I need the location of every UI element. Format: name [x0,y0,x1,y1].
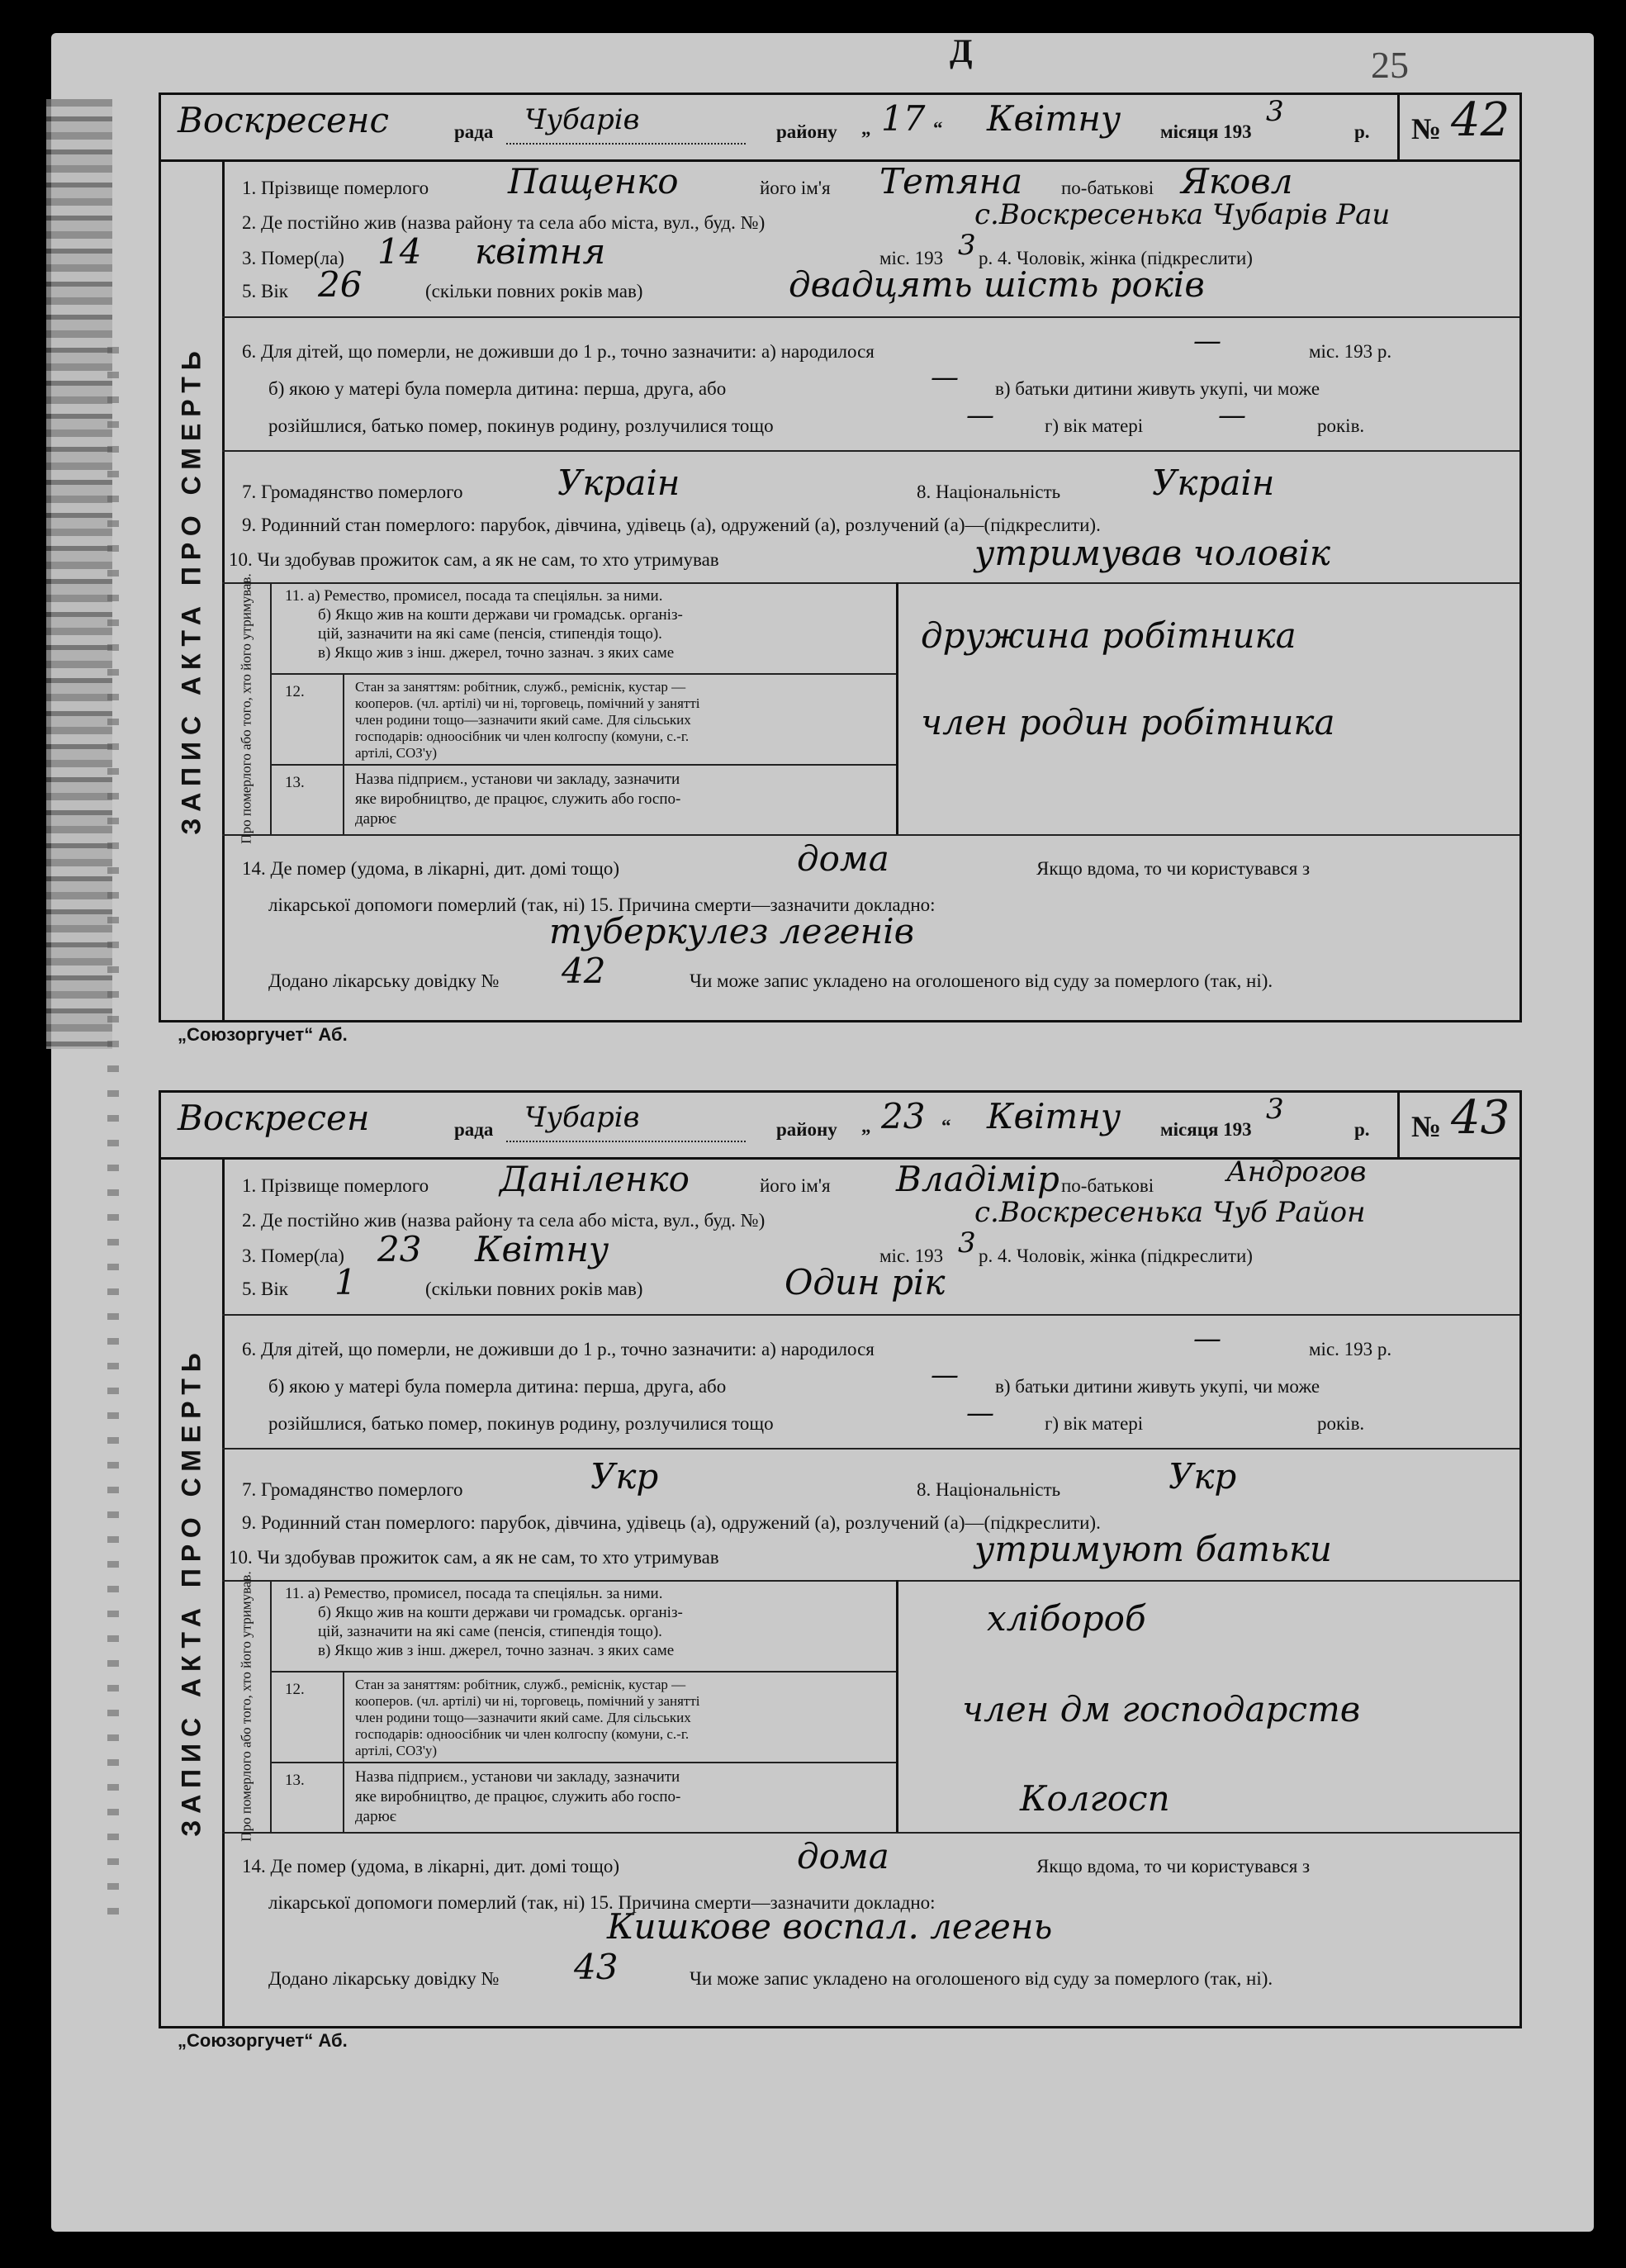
reg-year-digit: 3 [1266,1093,1284,1126]
reg-month: Квітну [987,98,1121,139]
nationality: Укр [1169,1456,1237,1497]
death-day: 23 [377,1229,422,1269]
order-blank: — [931,1359,959,1392]
parents-blank: — [966,399,994,432]
sub-side-label: Про померлого або того, хто його утримував. [238,1570,254,1842]
citizenship: Украін [557,463,680,503]
record-number-box: № 43 [1397,1093,1519,1157]
cause-of-death: Кишкове воспал. легень [607,1906,1053,1947]
first-name: Тетяна [879,161,1023,202]
reg-day: 23 [881,1096,926,1136]
record-number-box: № 42 [1397,95,1519,159]
patronymic: Яковл [1181,161,1293,202]
nationality: Украін [1152,463,1275,503]
employment-status: член дм господарств [962,1689,1361,1729]
age: 1 [334,1262,357,1302]
first-name: Владімір [896,1159,1060,1199]
death-year-digit: 3 [958,229,976,262]
binding-holes [107,347,119,1916]
certificate-number: 43 [574,1947,619,1987]
death-record-42: Воскресенс рада Чубарів району „ 17 “ Квітну місяця 193 3 р. № 42 ЗАПИС АКТА ПРО СМЕРТЬ 1. Прізвище померлого Пащенко його ім'я Тетяна по-батькові Яковл 2. Де постійно жив (назва району та села або міста, вул., буд. №) с.Воскресенька Чубарів Раи 3. Помер(ла) 14 квітня міс. 193 3 р. 4. Чоловік, жінка (підкреслити) 5. Вік 26 (скільки повних років мав) двадцять шість років 6. Для дітей, що померли, не доживши до 1 р., точно зазначити: а) народилося — міс. 193 р. б) якою у матері була померла дитина: перша, друга, або — в) батьки дитини живуть укупі, чи може розійшлися, батько помер, покинув родину, розлучилися тощо — г) вік матері — років. 7. Громадянство померлого Украін 8. Національність Украін 9. Родинний стан померлого: парубок, дівчина, удівець (а), одружений (а), розлучений (а)—(підкреслити). 10. Чи здобував прожиток сам, а як не сам, то хто утримував утримував чоловік Про померлого або того, хто його утримував. 11. а) Ремество, промисел, посада та спеціяльн. за ними. б) Якщо жив на кошти держави чи громадськ. організ- цій, зазначити на які саме (пенсія, стипендія тощо). в) Якщо жив з інш. джерел, точно зазнач. з яких саме 12. Стан за заняттям: робітник, служб., реміснік, кустар — кооперов. (чл. артілі) чи ні, торговець, помічний у занятті член родини тощо—зазначити який саме. Для сільських господарів: одноосібник чи член колгоспу (комуни, с.-г. артілі, СОЗ'у) 13. Назва підприєм., установи чи закладу, зазначити яке виробництво, де працює, служить або госпо- дарює дружина робітника член родин робітника 14. Де помер (удома, в лікарні, дит. домі тощо) дома Якщо вдома, то чи користувався з лікарської допомоги померлий (так, ні) 15. Причина смерти—зазначити докладно: туберкулез легенів Додано лікарську довідку № 42 Чи може запис укладено на оголошеного від суду за померлого (так, ні). [159,93,1522,1022]
death-day: 14 [377,231,422,272]
side-title: ЗАПИС АКТА ПРО СМЕРТЬ [161,159,225,1020]
order-blank: — [931,361,959,394]
cause-of-death: туберкулез легенів [549,911,915,951]
record-header: Воскресенс рада Чубарів району „ 17 “ Квітну місяця 193 3 р. № 42 [161,95,1519,162]
raion-value: Чубарів [524,103,640,136]
death-month: Квітну [475,1229,609,1269]
age-words: двадцять шість років [789,264,1205,305]
footer-2: „Союзоргучет“ Аб. [178,2030,348,2051]
corner-letter: Д [950,32,973,69]
residence: с.Воскресенька Чуб Район [974,1196,1366,1229]
death-place: дома [797,838,889,879]
parents-blank: — [966,1397,994,1430]
surname: Даніленко [500,1159,690,1199]
record-number: 42 [1451,93,1510,147]
reg-year-digit: 3 [1266,95,1284,128]
side-title: ЗАПИС АКТА ПРО СМЕРТЬ [161,1157,225,2026]
patronymic: Андрогов [1226,1155,1367,1189]
mother-age-blank: — [1218,399,1246,432]
record-header: Воскресен рада Чубарів району „ 23 “ Квітну місяця 193 3 р. № 43 [161,1093,1519,1160]
surname: Пащенко [508,161,679,202]
certificate-number: 42 [562,951,606,991]
supporter: утримував чоловік [974,533,1330,573]
rada-value: Воскресенс [178,100,390,140]
death-month: квітня [475,231,606,272]
reg-month: Квітну [987,1096,1121,1136]
footer-1: „Союзоргучет“ Аб. [178,1024,348,1045]
death-record-43: Воскресен рада Чубарів району „ 23 “ Квітну місяця 193 3 р. № 43 ЗАПИС АКТА ПРО СМЕРТЬ 1. Прізвище померлого Даніленко його ім'я Владімір по-батькові Андрогов 2. Де постійно жив (назва району та села або міста, вул., буд. №) с.Воскресенька Чуб Район 3. Помер(ла) 23 Квітну міс. 193 3 р. 4. Чоловік, жінка (підкреслити) 5. Вік 1 (скільки повних років мав) Один рік 6. Для дітей, що померли, не доживши до 1 р., точно зазначити: а) народилося — міс. 193 р. б) якою у матері була померла дитина: перша, друга, або — в) батьки дитини живуть укупі, чи може розійшлися, батько помер, покинув родину, розлучилися тощо — г) вік матері років. 7. Громадянство померлого Укр 8. Національність Укр 9. Родинний стан померлого: парубок, дівчина, удівець (а), одружений (а), розлучений (а)—(підкреслити). 10. Чи здобував прожиток сам, а як не сам, то хто утримував утримуют батьки Про померлого або того, хто його утримував. 11. а) Ремество, промисел, посада та спеціяльн. за ними. б) Якщо жив на кошти держави чи громадськ. організ- цій, зазначити на які саме (пенсія, стипендія тощо). в) Якщо жив з інш. джерел, точно зазнач. з яких саме 12. Стан за заняттям: робітник, служб., реміснік, кустар — кооперов. (чл. артілі) чи ні, торговець, помічний у занятті член родини тощо—зазначити який саме. Для сільських господарів: одноосібник чи член колгоспу (комуни, с.-г. артілі, СОЗ'у) 13. Назва підприєм., установи чи закладу, зазначити яке виробництво, де працює, служить або госпо- дарює хлібороб член дм господарств Колгосп 14. Де помер (удома, в лікарні, дит. домі тощо) дома Якщо вдома, то чи користувався з лікарської допомоги померлий (так, ні) 15. Причина смерти—зазначити докладно: Кишкове воспал. легень Додано лікарську довідку № 43 Чи може запис укладено на оголошеного від суду за померлого (так, ні). [159,1090,1522,2028]
age: 26 [318,264,363,305]
enterprise: Колгосп [1020,1778,1170,1819]
occupation: дружина робітника [921,615,1297,656]
employment-status: член родин робітника [921,702,1335,743]
birth-blank: — [1193,325,1221,358]
record-number: 43 [1451,1091,1510,1145]
archive-page-number: 25 [1371,44,1409,86]
sub-side-label: Про померлого або того, хто його утримував. [238,572,254,844]
raion-value: Чубарів [524,1101,640,1134]
birth-blank: — [1193,1322,1221,1355]
supporter: утримуют батьки [974,1529,1332,1569]
rada-value: Воскресен [178,1098,370,1138]
occupation: хлібороб [987,1598,1146,1639]
torn-edge [46,99,112,1049]
residence: с.Воскресенька Чубарів Раи [974,198,1391,231]
death-year-digit: 3 [958,1227,976,1260]
death-place: дома [797,1836,889,1877]
citizenship: Укр [590,1456,659,1497]
age-words: Один рік [785,1262,946,1302]
reg-day: 17 [881,98,926,139]
